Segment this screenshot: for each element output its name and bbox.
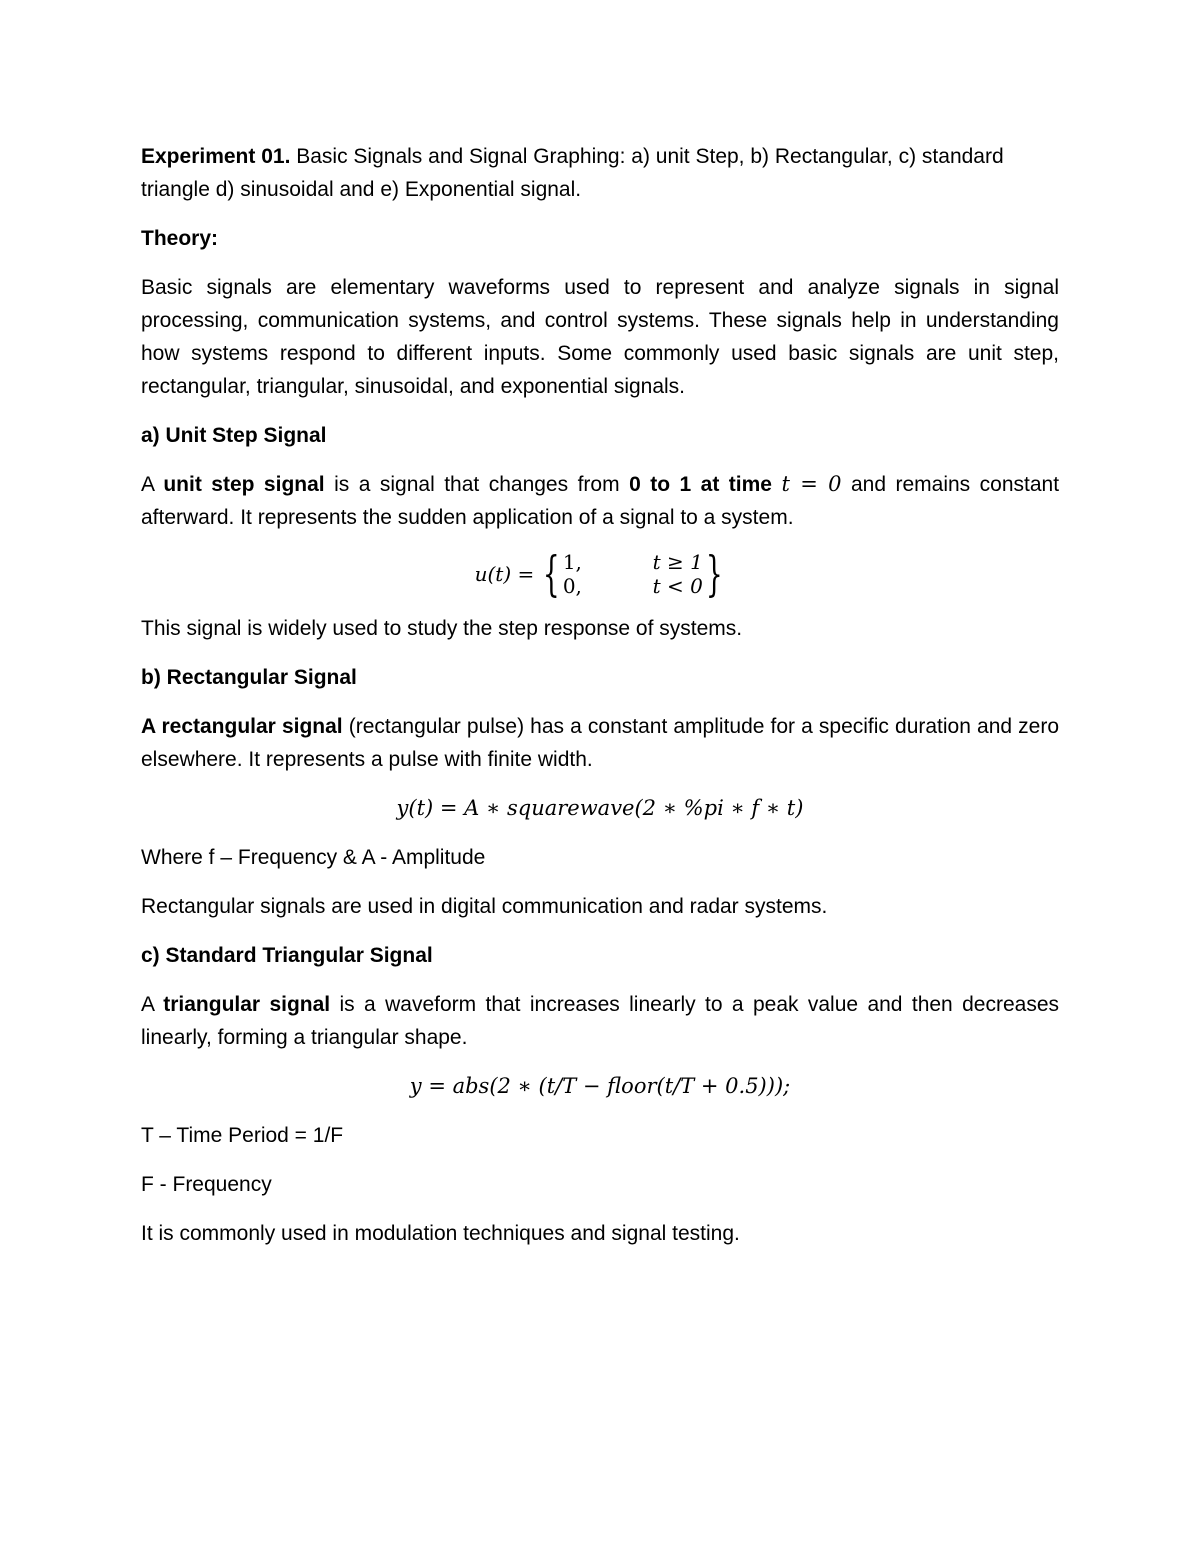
unit-step-paragraph — [141, 468, 1059, 534]
triangular-equation-text: y = abs(2 ∗ (t/T − floor(t/T + 0.5))); — [409, 1074, 791, 1098]
triangular-period: T – Time Period = 1/F — [141, 1124, 344, 1147]
unit-step-heading: a) Unit Step Signal — [141, 424, 327, 447]
experiment-title — [141, 140, 1059, 206]
triangular-heading: c) Standard Triangular Signal — [141, 944, 433, 967]
triangular-text-b: is a waveform that increases linearly to a peak value and then decreases linearly, forming a triangular shape. — [141, 993, 1059, 1049]
rectangular-equation — [141, 792, 1059, 825]
unit-step-equation-lhs: u(t) = — [474, 561, 535, 586]
document-body — [141, 140, 1059, 1266]
triangular-usage: It is commonly used in modulation techniques and signal testing. — [141, 1222, 740, 1245]
unit-step-equation — [141, 546, 1059, 602]
rectangular-bold-term: A rectangular signal — [141, 715, 343, 738]
triangular-bold-term: triangular signal — [163, 993, 331, 1016]
theory-heading: Theory: — [141, 227, 219, 250]
case-condition: t < 0 — [652, 574, 703, 598]
piecewise-cases — [563, 550, 703, 598]
right-brace: } — [705, 546, 723, 602]
unit-step-bold-range: 0 to 1 at time — [629, 473, 772, 496]
case-condition: t ≥ 1 — [652, 550, 703, 574]
unit-step-bold-term: unit step signal — [163, 473, 325, 496]
rectangular-where: Where f – Frequency & A - Amplitude — [141, 846, 486, 869]
experiment-title-text: Basic Signals and Signal Graphing: a) unit Step, b) Rectangular, c) standard triangle d) sinusoidal and e) Exponential signal. — [141, 145, 1004, 201]
unit-step-inline-math: t = 0 — [781, 472, 842, 496]
unit-step-usage: This signal is widely used to study the step response of systems. — [141, 617, 743, 640]
triangular-paragraph — [141, 988, 1059, 1054]
unit-step-text-b: is a signal that changes from — [324, 473, 630, 496]
rectangular-equation-text: y(t) = A ∗ squarewave(2 ∗ %pi ∗ f ∗ t) — [396, 796, 804, 820]
triangular-text-a: A — [141, 993, 164, 1016]
rectangular-heading: b) Rectangular Signal — [141, 666, 357, 689]
rectangular-text: (rectangular pulse) has a constant amplitude for a specific duration and zero elsewhere. It represents a pulse with finite width. — [141, 715, 1059, 771]
rectangular-usage: Rectangular signals are used in digital communication and radar systems. — [141, 895, 828, 918]
triangular-frequency: F - Frequency — [141, 1173, 272, 1196]
case-value: 1, — [562, 550, 582, 574]
triangular-equation — [141, 1070, 1059, 1103]
unit-step-text-a: A — [141, 473, 164, 496]
theory-paragraph: Basic signals are elementary waveforms used to represent and analyze signals in signal processing, communication systems, and control systems. These signals help in understanding how systems respond to different inputs. Some commonly used basic signals are unit step, rectangular, triangular, sinusoidal, and exponential signals. — [141, 276, 1059, 398]
case-value: 0, — [562, 574, 582, 598]
unit-step-text-c: and remains constant afterward. It represents the sudden application of a signal to a system. — [141, 473, 1060, 529]
left-brace: { — [543, 546, 560, 602]
experiment-title-bold: Experiment 01. — [141, 145, 291, 168]
rectangular-paragraph — [141, 710, 1059, 776]
